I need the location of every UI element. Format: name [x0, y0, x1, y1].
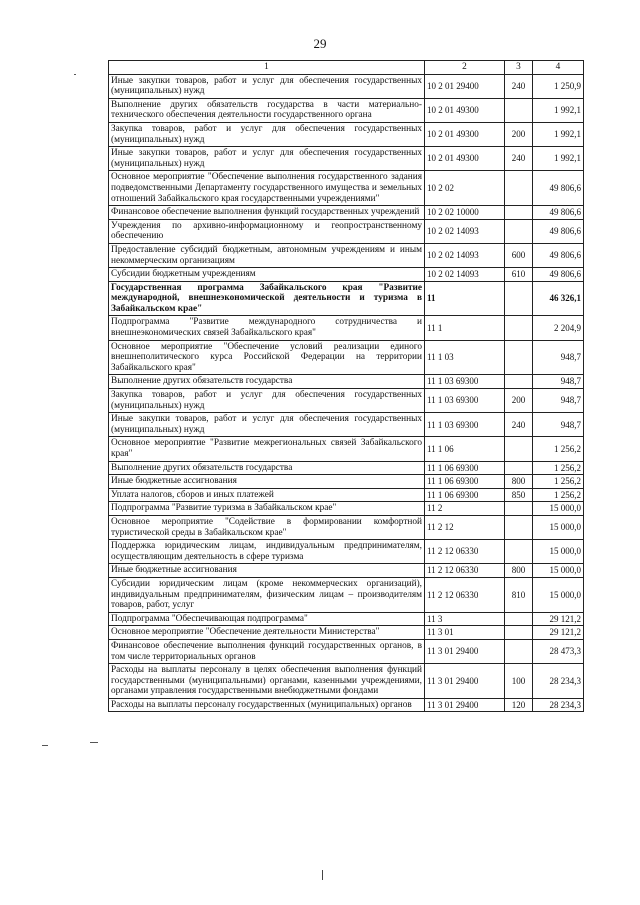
row-vr-cell: 240 [505, 74, 533, 98]
table-row [109, 664, 584, 699]
scan-mark [322, 870, 323, 880]
row-name-cell: Иные бюджетные ассигнования [109, 564, 425, 578]
row-name-cell: Выполнение других обязательств государства [109, 461, 425, 475]
row-sum-cell: 15 000,0 [533, 577, 584, 612]
page-number: 29 [313, 36, 327, 51]
row-name-cell: Субсидии юридическим лицам (кроме некоммерческих организаций), индивидуальным предпринимателям, физическим лицам – производителям товаров, работ, услуг [109, 577, 425, 612]
row-vr-cell [505, 437, 533, 461]
row-vr-cell [505, 340, 533, 375]
row-code-cell: 11 1 06 69300 [425, 461, 505, 475]
table-row [109, 626, 584, 640]
row-vr-cell [505, 98, 533, 122]
row-code-cell: 10 2 02 14093 [425, 219, 505, 243]
row-name-cell: Финансовое обеспечение выполнения функций государственных учреждений [109, 206, 425, 220]
row-vr-cell [505, 206, 533, 220]
row-name-cell: Закупка товаров, работ и услуг для обеспечения государственных (муниципальных) нужд [109, 122, 425, 146]
row-name-cell: Подпрограмма "Развитие туризма в Забайкальском крае" [109, 502, 425, 516]
row-name-cell: Подпрограмма "Обеспечивающая подпрограмма" [109, 612, 425, 626]
row-name-cell: Иные бюджетные ассигнования [109, 475, 425, 489]
table-row [109, 281, 584, 316]
row-name-cell: Предоставление субсидий бюджетным, автономным учреждениям и иным некоммерческим организациям [109, 243, 425, 267]
row-vr-cell: 850 [505, 488, 533, 502]
row-name-cell: Иные закупки товаров, работ и услуг для обеспечения государственных (муниципальных) нужд [109, 147, 425, 171]
row-sum-cell: 948,7 [533, 340, 584, 375]
row-name-cell: Расходы на выплаты персоналу государственных (муниципальных) органов [109, 698, 425, 712]
table-row [109, 340, 584, 375]
row-name-cell: Иные закупки товаров, работ и услуг для обеспечения государственных (муниципальных) нужд [109, 74, 425, 98]
table-row [109, 413, 584, 437]
row-sum-cell: 28 234,3 [533, 664, 584, 699]
table-row [109, 461, 584, 475]
row-name-cell: Подпрограмма "Развитие международного сотрудничества и внешнеэкономических связей Забайкальского края" [109, 316, 425, 340]
row-name-cell: Основное мероприятие "Развитие межрегиональных связей Забайкальского края" [109, 437, 425, 461]
row-vr-cell [505, 639, 533, 663]
row-code-cell: 11 1 03 69300 [425, 389, 505, 413]
row-sum-cell: 1 256,2 [533, 461, 584, 475]
row-sum-cell: 28 234,3 [533, 698, 584, 712]
row-sum-cell: 29 121,2 [533, 626, 584, 640]
row-vr-cell: 200 [505, 122, 533, 146]
row-sum-cell: 1 256,2 [533, 437, 584, 461]
row-code-cell: 11 1 [425, 316, 505, 340]
row-code-cell: 11 1 03 69300 [425, 375, 505, 389]
table-row [109, 316, 584, 340]
row-sum-cell: 1 256,2 [533, 475, 584, 489]
table-row [109, 122, 584, 146]
row-code-cell: 11 2 12 06330 [425, 540, 505, 564]
row-code-cell: 10 2 01 29400 [425, 74, 505, 98]
row-sum-cell: 15 000,0 [533, 564, 584, 578]
row-vr-cell: 240 [505, 147, 533, 171]
row-vr-cell [505, 171, 533, 206]
row-code-cell: 11 3 01 29400 [425, 639, 505, 663]
table-row [109, 243, 584, 267]
row-sum-cell: 15 000,0 [533, 515, 584, 539]
row-sum-cell: 948,7 [533, 389, 584, 413]
table-row [109, 475, 584, 489]
table-row [109, 639, 584, 663]
row-sum-cell: 49 806,6 [533, 219, 584, 243]
table-row [109, 564, 584, 578]
row-name-cell: Закупка товаров, работ и услуг для обеспечения государственных (муниципальных) нужд [109, 389, 425, 413]
row-code-cell: 11 2 [425, 502, 505, 516]
row-name-cell: Основное мероприятие "Обеспечение условий реализации единого внешнеполитического курса Российской Федерации на территории Забайкальского края" [109, 340, 425, 375]
row-vr-cell: 610 [505, 268, 533, 282]
row-vr-cell: 800 [505, 475, 533, 489]
row-vr-cell [505, 612, 533, 626]
row-name-cell: Основное мероприятие "Содействие в формировании комфортной туристической среды в Забайкальском крае" [109, 515, 425, 539]
row-code-cell: 10 2 02 10000 [425, 206, 505, 220]
row-code-cell: 10 2 02 14093 [425, 243, 505, 267]
row-sum-cell: 15 000,0 [533, 540, 584, 564]
table-row [109, 74, 584, 98]
row-sum-cell: 29 121,2 [533, 612, 584, 626]
row-vr-cell [505, 281, 533, 316]
row-code-cell: 11 1 06 69300 [425, 488, 505, 502]
row-vr-cell: 200 [505, 389, 533, 413]
table-header-row [109, 61, 584, 75]
row-sum-cell: 49 806,6 [533, 206, 584, 220]
row-code-cell: 11 1 06 69300 [425, 475, 505, 489]
row-code-cell: 10 2 01 49300 [425, 147, 505, 171]
row-code-cell: 11 2 12 06330 [425, 577, 505, 612]
header-cell-vr: 3 [505, 61, 533, 75]
table-row [109, 219, 584, 243]
row-code-cell: 11 3 01 [425, 626, 505, 640]
row-sum-cell: 1 992,1 [533, 147, 584, 171]
row-name-cell: Поддержка юридическим лицам, индивидуальным предпринимателям, осуществляющим деятельность в сфере туризма [109, 540, 425, 564]
row-vr-cell: 240 [505, 413, 533, 437]
table-row [109, 375, 584, 389]
row-sum-cell: 28 473,3 [533, 639, 584, 663]
row-sum-cell: 49 806,6 [533, 171, 584, 206]
row-code-cell: 11 1 03 69300 [425, 413, 505, 437]
row-sum-cell: 948,7 [533, 375, 584, 389]
scan-mark [42, 745, 48, 746]
row-name-cell: Расходы на выплаты персоналу в целях обеспечения выполнения функций государственными (муниципальными) органами, казенными учреждениями, органами управления государственными внебюджетными фондами [109, 664, 425, 699]
row-vr-cell [505, 316, 533, 340]
row-vr-cell: 100 [505, 664, 533, 699]
row-code-cell: 11 1 03 [425, 340, 505, 375]
row-vr-cell: 810 [505, 577, 533, 612]
row-name-cell: Государственная программа Забайкальского края "Развитие международной, внешнеэкономической деятельности и туризма в Забайкальском крае" [109, 281, 425, 316]
row-vr-cell [505, 540, 533, 564]
row-code-cell: 11 2 12 [425, 515, 505, 539]
table-row [109, 502, 584, 516]
header-cell-name: 1 [109, 61, 425, 75]
row-vr-cell [505, 219, 533, 243]
row-name-cell: Выполнение других обязательств государства [109, 375, 425, 389]
row-sum-cell: 1 992,1 [533, 122, 584, 146]
row-name-cell: Учреждения по архивно-информационному и геопространственному обеспечению [109, 219, 425, 243]
row-sum-cell: 1 992,1 [533, 98, 584, 122]
header-cell-code: 2 [425, 61, 505, 75]
table-row [109, 268, 584, 282]
row-sum-cell: 46 326,1 [533, 281, 584, 316]
row-vr-cell [505, 626, 533, 640]
row-sum-cell: 2 204,9 [533, 316, 584, 340]
row-name-cell: Субсидии бюджетным учреждениям [109, 268, 425, 282]
table-row [109, 577, 584, 612]
row-code-cell: 11 [425, 281, 505, 316]
row-vr-cell: 120 [505, 698, 533, 712]
row-sum-cell: 1 250,9 [533, 74, 584, 98]
budget-table [108, 60, 584, 712]
table-row [109, 206, 584, 220]
row-code-cell: 11 3 [425, 612, 505, 626]
scan-mark [90, 742, 98, 743]
table-row [109, 515, 584, 539]
row-sum-cell: 948,7 [533, 413, 584, 437]
table-row [109, 389, 584, 413]
row-name-cell: Выполнение других обязательств государства в части материально-технического обеспечения деятельности государственного органа [109, 98, 425, 122]
row-vr-cell [505, 515, 533, 539]
table-row [109, 437, 584, 461]
row-vr-cell: 600 [505, 243, 533, 267]
row-name-cell: Основное мероприятие "Обеспечение деятельности Министерства" [109, 626, 425, 640]
row-code-cell: 10 2 02 [425, 171, 505, 206]
row-code-cell: 11 3 01 29400 [425, 664, 505, 699]
table-row [109, 540, 584, 564]
table-row [109, 488, 584, 502]
table-row [109, 612, 584, 626]
row-vr-cell: 800 [505, 564, 533, 578]
row-vr-cell [505, 375, 533, 389]
row-code-cell: 11 1 06 [425, 437, 505, 461]
row-vr-cell [505, 461, 533, 475]
table-row [109, 98, 584, 122]
row-code-cell: 10 2 02 14093 [425, 268, 505, 282]
row-code-cell: 10 2 01 49300 [425, 98, 505, 122]
row-name-cell: Финансовое обеспечение выполнения функций государственных органов, в том числе территориальных органов [109, 639, 425, 663]
budget-table-body [109, 61, 584, 712]
row-code-cell: 11 3 01 29400 [425, 698, 505, 712]
row-vr-cell [505, 502, 533, 516]
row-name-cell: Иные закупки товаров, работ и услуг для обеспечения государственных (муниципальных) нужд [109, 413, 425, 437]
row-code-cell: 10 2 01 49300 [425, 122, 505, 146]
table-row [109, 147, 584, 171]
row-code-cell: 11 2 12 06330 [425, 564, 505, 578]
row-name-cell: Уплата налогов, сборов и иных платежей [109, 488, 425, 502]
row-sum-cell: 49 806,6 [533, 268, 584, 282]
row-sum-cell: 15 000,0 [533, 502, 584, 516]
table-row [109, 698, 584, 712]
table-row [109, 171, 584, 206]
row-sum-cell: 49 806,6 [533, 243, 584, 267]
row-sum-cell: 1 256,2 [533, 488, 584, 502]
header-cell-sum: 4 [533, 61, 584, 75]
scan-mark [74, 74, 76, 75]
row-name-cell: Основное мероприятие "Обеспечение выполнения государственного задания подведомственными Департаменту государственного имущества и земельных отношений Забайкальского края государственными учреждениями" [109, 171, 425, 206]
